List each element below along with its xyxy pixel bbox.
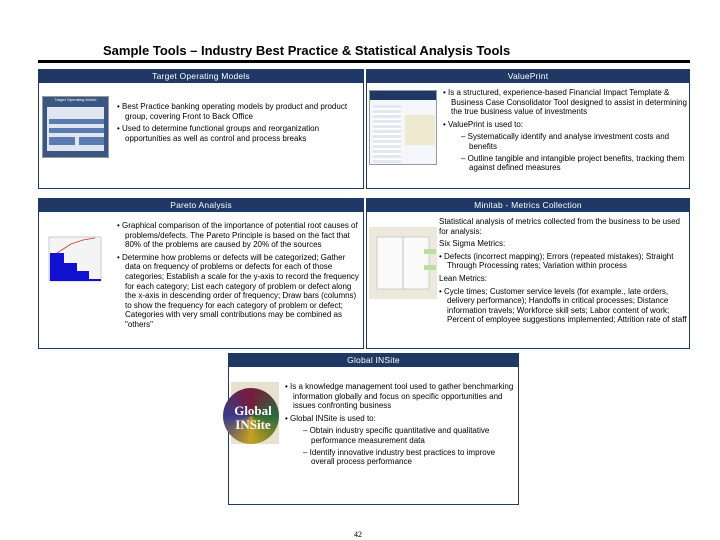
panel-target-operating-models [38, 69, 364, 189]
sub-bullet: – Systematically identify and analyse investment costs and benefits [443, 132, 687, 151]
sub-bullet: – Identify innovative industry best practices to improve overall process performance [285, 448, 515, 467]
panel-minitab-metrics [366, 198, 690, 349]
bullet: • Cycle times; Customer service levels (for example., late orders, delivery performance); Handoffs in critical processes; Distance information travels; Workforce skill sets; Labor content of work; Percent of employee suggestions implemented; Attrition rate of staff [439, 287, 687, 325]
panel-valueprint [366, 69, 690, 189]
lean-label: Lean Metrics: [439, 273, 488, 283]
six-sigma-label: Six Sigma Metrics: [439, 239, 506, 249]
intro-text: Statistical analysis of metrics collected from the business to be used for analysis: [439, 217, 680, 236]
title-rule [38, 60, 690, 63]
sub-bullet: – Outline tangible and intangible project benefits, tracking them against defined measures [443, 154, 687, 173]
global-insite-logo [231, 382, 279, 444]
minitab-chart-image [369, 227, 437, 299]
page-title: Sample Tools – Industry Best Practice & Statistical Analysis Tools [103, 43, 511, 58]
panel-pareto-analysis [38, 198, 364, 349]
panel-header: Target Operating Models [39, 70, 363, 83]
pareto-chart-image [41, 233, 109, 297]
panel-header: Minitab - Metrics Collection [367, 199, 689, 212]
page-number: 42 [354, 530, 362, 539]
logo-text: Global INSite [234, 403, 272, 432]
bullet: • ValuePrint is used to: [443, 120, 687, 130]
image-label: Target Operating Model [54, 97, 97, 102]
valueprint-screenshot [369, 90, 437, 165]
panel-header: Global INSite [229, 354, 518, 367]
bullet: • Is a knowledge management tool used to gather benchmarking information globally and focus on specific opportunities and issues confronting business [285, 382, 515, 411]
panel-global-insite [228, 353, 519, 505]
bullet: • Graphical comparison of the importance of potential root causes of problems/defects. The Pareto Principle is based on the fact that 80% of the problems are caused by 20% of the sources [117, 221, 361, 250]
bullet: • Used to determine functional groups and reorganization opportunities as well as control and process breaks [117, 124, 357, 143]
panel-header: ValuePrint [367, 70, 689, 83]
operating-model-image [42, 96, 109, 158]
sub-bullet: – Obtain industry specific quantitative and qualitative performance measurement data [285, 426, 515, 445]
bullet: • Defects (incorrect mapping); Errors (repeated mistakes); Straight Through Processing rates; Variation within process [439, 252, 687, 271]
bullet: • Is a structured, experience-based Financial Impact Template & Business Case Consolidator Tool designed to assist in determining the true business value of investments [443, 88, 687, 117]
bullet: • Global INSite is used to: [285, 414, 515, 424]
panel-header: Pareto Analysis [39, 199, 363, 212]
bullet: • Best Practice banking operating models by product and product group, covering Front to Back Office [117, 102, 357, 121]
bullet: • Determine how problems or defects will be categorized; Gather data on frequency of problems or defects for each of those categories; Establish a scale for the y-axis to record the frequency for each category; List each category of problem or defect along the x-axis in descending order of frequency; Draw bars (columns) to show the frequency for each category of problem or defect; Categories with very small contributions may be combined as "others" [117, 253, 361, 330]
